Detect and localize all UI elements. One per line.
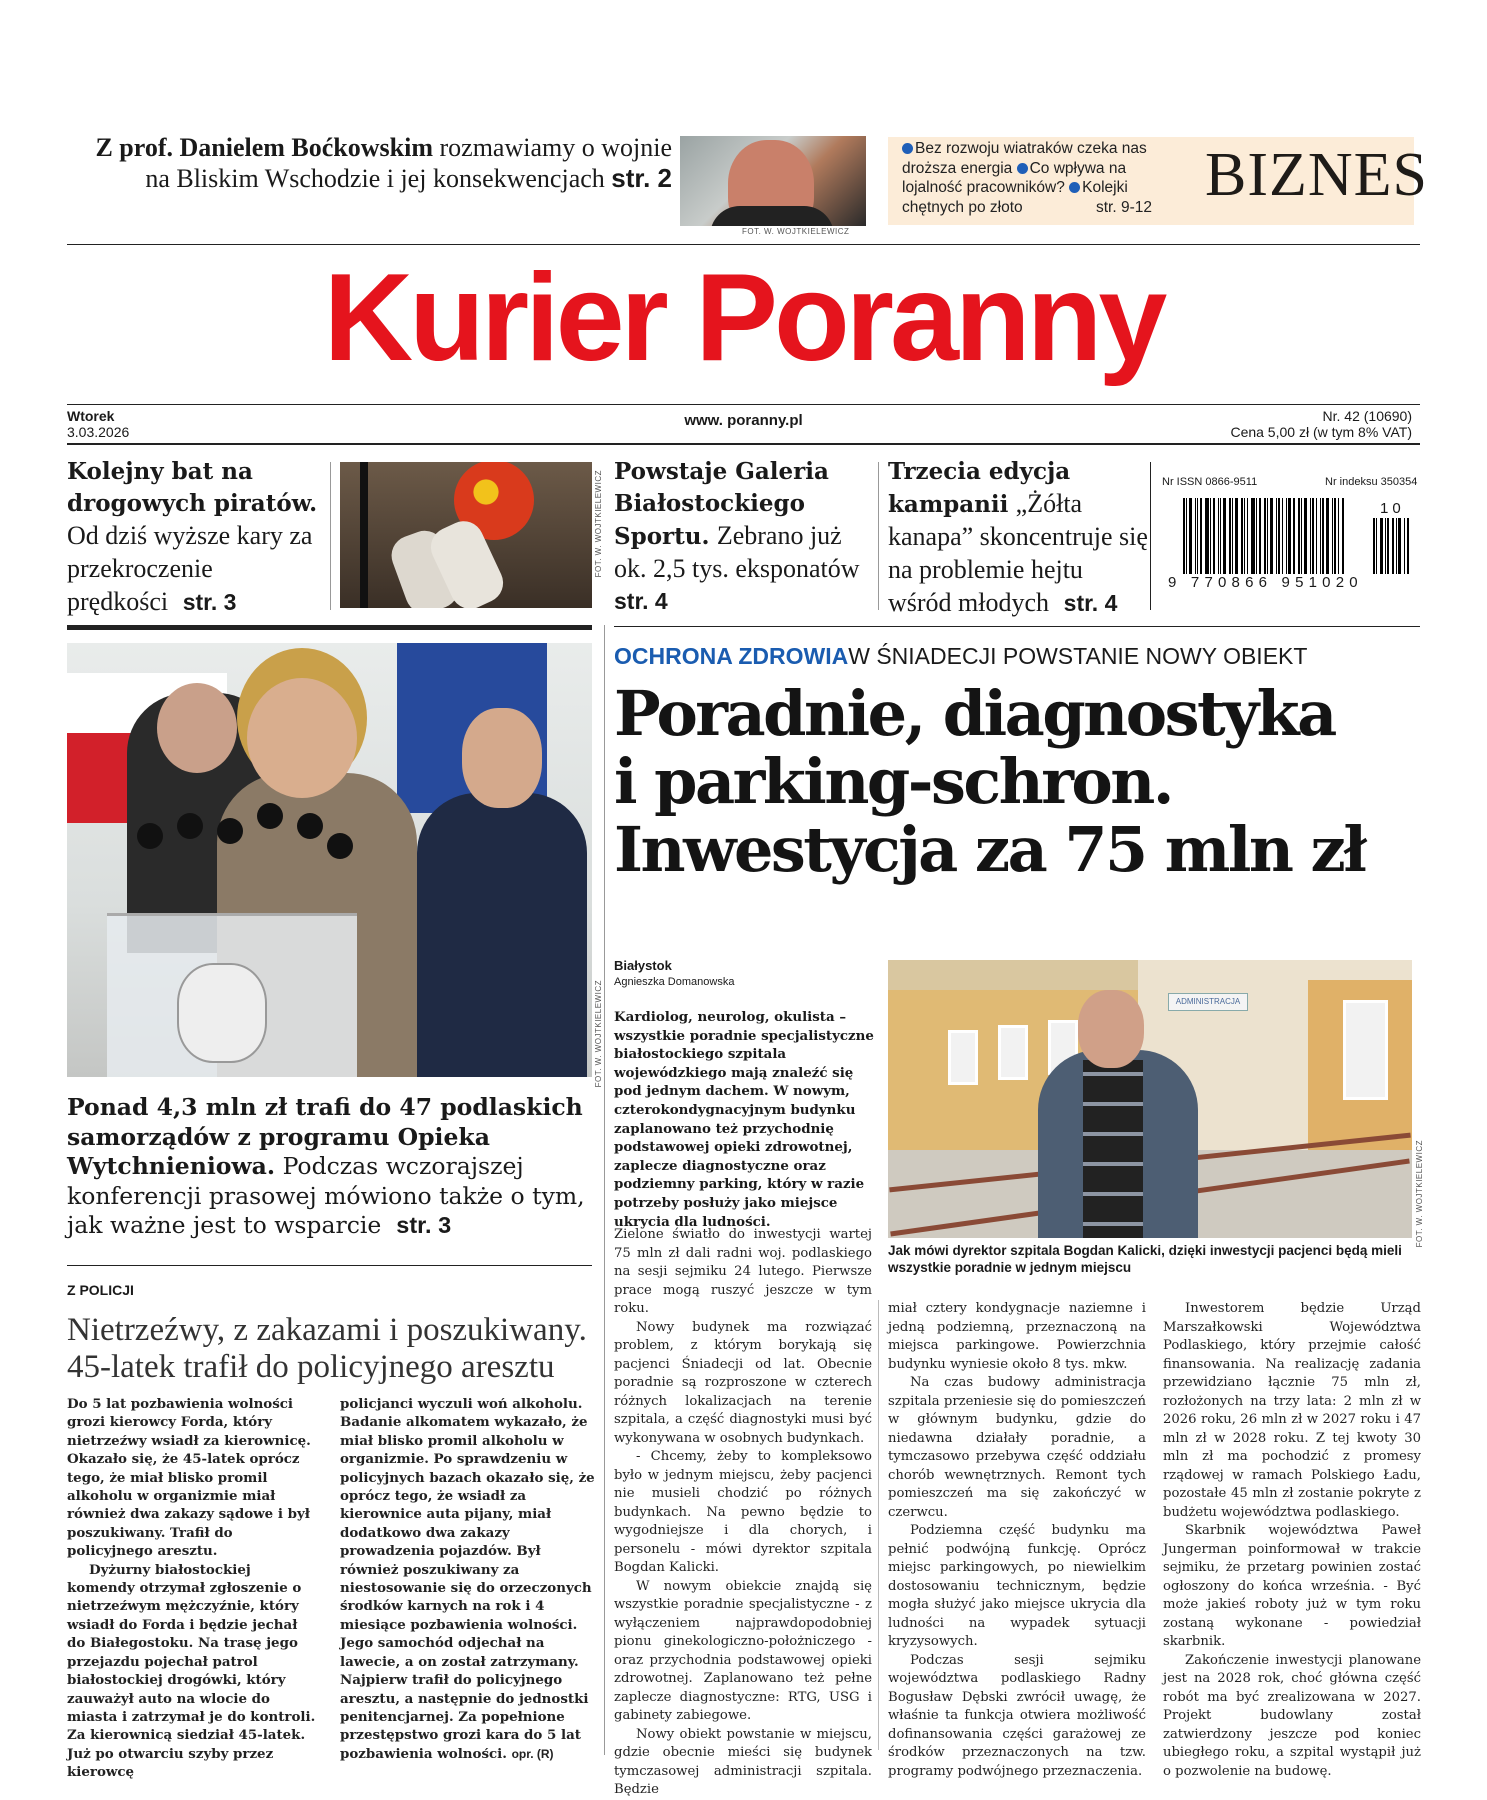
main-headline[interactable]	[614, 677, 1434, 886]
photo-credit: FOT. W. WOJTKIELEWICZ	[1415, 1140, 1424, 1248]
window	[1343, 1000, 1388, 1100]
barcode-addon-digits: 10	[1380, 500, 1405, 517]
teaser-text: „Żółta kanapa” skoncentruje się na problemie hejtu wśród młodych	[888, 489, 1148, 617]
teaser-interview-page: str. 2	[611, 163, 672, 193]
paragraph: miał cztery kondygnacje naziemne i jedną podziemną, przeznaczoną na miejsca parkingowe. Powierzchnia budynku wyniesie około 8 tys. mkw.	[888, 1301, 1146, 1372]
headline-line: Inwestycja za 75 mln zł	[614, 813, 1365, 886]
barcode-bar	[1320, 498, 1321, 574]
divider	[67, 244, 1420, 245]
barcode-bar	[1387, 518, 1389, 574]
barcode-bar	[1301, 498, 1302, 574]
paragraph: W nowym obiekcie znajdą się wszystkie poradnie specjalistyczne - z wyłączeniem najprawdopodobniej pionu ginekologiczno-położniczego - oraz przychodnia podstawowej opieki zdrowotnej. Zaplanowano też pełne zaplecze diagnostyczne: RTG, USG i gabinety zabiegowe.	[614, 1578, 872, 1723]
teaser-text: Od dziś wyższe kary za przekroczenie prędkości	[67, 521, 313, 616]
headline-line: Poradnie, diagnostyka	[614, 677, 1335, 750]
barcode-bar	[1286, 498, 1287, 574]
person-head	[157, 683, 237, 773]
barcode-bar	[1264, 498, 1266, 574]
teaser-interview-text: rozmawiamy o wojnie na Bliskim Wschodzie i jej konsekwencjach	[145, 133, 672, 193]
barcode-bar	[1276, 498, 1277, 574]
barcode-bar	[1385, 518, 1386, 574]
barcode-digits: 9 770866 951020	[1168, 574, 1363, 591]
microphone-icon	[327, 833, 353, 859]
paragraph: - Chcemy, żeby to kompleksowo było w jednym miejscu, żeby pacjenci nie musieli chodzić po różnych budynkach. Na pewno będzie to wygodniejsze i dla chorych, i personelu - mówi dyrektor szpitala Bogdan Kalicki.	[614, 1449, 872, 1575]
barcode-bar	[1195, 498, 1196, 574]
bullet-icon	[1017, 163, 1028, 174]
barcode-bar	[1220, 498, 1221, 574]
biznes-item: Co wpływa na lojalność pracowników?	[902, 159, 1127, 196]
newspaper-masthead: Kurier Poranny	[323, 249, 1164, 387]
eagle-emblem	[177, 963, 267, 1063]
bullet-icon	[1069, 182, 1080, 193]
barcode-bar	[1186, 498, 1187, 574]
barcode-bar	[1396, 518, 1397, 574]
microphone-icon	[217, 818, 243, 844]
police-headline[interactable]: Nietrzeźwy, z zakazami i poszukiwany. 45-latek trafił do policyjnego aresztu	[67, 1312, 587, 1385]
microphone-icon	[297, 813, 323, 839]
barcode-bar	[1200, 498, 1202, 574]
barcode-bar	[1334, 498, 1336, 574]
barcode-bar	[1282, 498, 1283, 574]
paragraph: Nowy budynek ma rozwiązać problem, z którym borykają się pacjenci Śniadecji od lat. Obecnie poradnie są rozproszone w czterech różnych lokalizacjach na terenie szpitala, a część diagnostyki musi być wykonywana w osobnych budynkach.	[614, 1319, 872, 1446]
person-head	[462, 708, 542, 808]
teaser-bold: Trzecia edycja kampanii	[888, 458, 1071, 518]
speaker-head	[247, 678, 357, 798]
paragraph: Podczas sesji sejmiku województwa podlaskiego Radny Bogusław Dębski zwrócił uwagę, że właśnie ta funkcja otwiera możliwość dofinansowania części garażowej ze środków przeznaczonych na tzw. programy podwójnego przeznaczenia.	[888, 1652, 1146, 1779]
barcode-bar	[1398, 518, 1401, 574]
main-column-2	[888, 1300, 1146, 1781]
barcode-bar	[1342, 498, 1344, 574]
barcode-bar	[1316, 498, 1317, 574]
barcode-bar	[1183, 498, 1185, 574]
barcode-bar	[1259, 498, 1261, 574]
paragraph: Nowy obiekt powstanie w miejscu, gdzie obecnie mieści się budynek tymczasowej administracji szpitala. Będzie	[614, 1726, 872, 1797]
barcode-bar	[1241, 498, 1243, 574]
press-story-text: Podczas wczorajszej konferencji prasowej mówiono także o tym, jak ważne jest to wsparcie	[67, 1152, 585, 1239]
barcode-bar	[1270, 498, 1273, 574]
divider	[1150, 462, 1151, 610]
barcode-bar	[1373, 518, 1375, 574]
issue-number: Nr. 42 (10690)	[1322, 408, 1412, 424]
section-label: OCHRONA ZDROWIA	[614, 643, 849, 669]
chair-leg	[360, 462, 368, 608]
signature: opr. (R)	[511, 1746, 554, 1761]
barcode-bar	[1210, 498, 1211, 574]
teaser-bold: Powstaje Galeria Białostockiego Sportu.	[614, 458, 829, 550]
scarf	[1083, 1060, 1143, 1238]
barcode-bar	[1310, 498, 1311, 574]
barcode-bar	[1338, 498, 1339, 574]
paragraph: Podziemna część budynku ma pełnić podwójną funkcję. Oprócz miejsc parkingowych, po niewielkim dostosowaniu technicznym, będzie mogła służyć jako miejsce ukrycia dla ludności na wypadek sytuacji kryzysowych.	[888, 1523, 1146, 1649]
window	[948, 1030, 978, 1085]
kicker-text: W ŚNIADECJI POWSTANIE NOWY OBIEKT	[848, 643, 1308, 669]
divider	[67, 404, 1420, 405]
author: Agnieszka Domanowska	[614, 976, 735, 988]
divider	[67, 1265, 592, 1266]
photo-caption: Jak mówi dyrektor szpitala Bogdan Kalicki, dzięki inwestycji pacjenci będą mieli wszystkie poradnie w jednym miejscu	[888, 1243, 1402, 1275]
teaser-interview[interactable]	[72, 132, 672, 194]
barcode-bar	[1312, 498, 1314, 574]
website-link[interactable]: www. poranny.pl	[684, 412, 803, 429]
barcode-bar	[1213, 498, 1215, 574]
interview-portrait-photo	[680, 136, 866, 226]
barcode-addon	[1373, 518, 1418, 574]
biznes-item: Kolejki chętnych po złoto	[902, 179, 1128, 216]
divider	[878, 462, 879, 610]
microphone-icon	[257, 803, 283, 829]
barcode-bar	[1304, 498, 1307, 574]
barcode-bar	[1235, 498, 1238, 574]
barcode-bar	[1278, 498, 1280, 574]
barcode-bar	[1218, 498, 1219, 574]
barcode-bar	[1189, 498, 1192, 574]
paragraph: Na czas budowy administracja szpitala przeniesie się do pomieszczeń w głównym budynku, gdzie do niedawna działały poradnie, a tymczasowo przebywa część oddziału chorób wewnętrznych. Remont tych pomieszczeń ma się zakończyć w czerwcu.	[888, 1375, 1146, 1520]
teaser-text: Zebrano już ok. 2,5 tys. eksponatów	[614, 521, 860, 583]
barcode-bar	[1205, 498, 1209, 574]
window	[998, 1025, 1028, 1080]
divider	[67, 443, 1420, 445]
barcode-bar	[1247, 498, 1248, 574]
paragraph: Zakończenie inwestycji planowane jest na 2028 rok, choć główna część robót ma być zrealizowana w 2027. Projekt budowlany został zatwierdzony jeszcze pod koniec ubiegłego roku, a szpital wystąpił już o pozwolenie na budowę.	[1163, 1652, 1421, 1779]
police-kicker: Z POLICJI	[67, 1282, 134, 1298]
biznes-page: str. 9-12	[1096, 198, 1152, 216]
teaser-page: str. 3	[182, 589, 237, 615]
bullet-icon	[902, 143, 913, 154]
main-kicker	[614, 643, 1307, 670]
issn-number: Nr ISSN 0866-9511	[1162, 476, 1258, 488]
barcode-bar	[1267, 498, 1268, 574]
photo-credit: FOT. W. WOJTKIELEWICZ	[594, 980, 603, 1088]
dateline-city: Białystok	[614, 958, 672, 973]
lead-paragraph: Kardiolog, neurolog, okulista – wszystkie poradnie specjalistyczne białostockiego szpitala wojewódzkiego mają znaleźć się pod jednym dachem. W nowym, czterokondygnacyjnym budynku zaplanowano też przychodnię podstawowej opieki zdrowotnej, zaplecze diagnostyczne oraz podziemny parking, który w razie potrzeby posłuży jako miejsce ukrycia dla ludności.	[614, 1009, 874, 1230]
photo-credit: FOT. W. WOJTKIELEWICZ	[594, 470, 603, 578]
barcode-bar	[1232, 498, 1233, 574]
barcode-bar	[1404, 518, 1405, 574]
press-conference-photo	[67, 643, 592, 1077]
barcode-bar	[1293, 498, 1295, 574]
main-column-1	[614, 1226, 872, 1800]
teaser-interview-bold: Z prof. Danielem Boćkowskim	[95, 133, 433, 162]
paragraph: Do 5 lat pozbawienia wolności grozi kierowcy Forda, który nietrzeźwy wsiadł za kierownicę. Okazało się, że 45-latek oprócz tego, że miał blisko promil alkoholu w organizmie miał również dwa zakazy sądowe i był poszukiwany. Trafił do policyjnego aresztu.	[67, 1396, 311, 1560]
police-column-2	[340, 1395, 595, 1763]
paragraph: Zielone światło do inwestycji wartej 75 mln zł dali radni woj. podlaskiego na sesji sejmiku 24 lutego. Pierwsze prace mogą ruszyć jeszcze w tym roku.	[614, 1227, 872, 1316]
barcode-bar	[1251, 498, 1255, 574]
barcode-bar	[1229, 498, 1231, 574]
paragraph: policjanci wyczuli woń alkoholu. Badanie alkomatem wykazało, że miał blisko promil alkoholu w organizmie. Po sprawdzeniu w policyjnych bazach okazało się, że oprócz tego, że wsiadł za kierownice auta pijany, miał dodatkowo dwa zakazy prowadzenia pojazdów. Był również poszukiwany za niestosowanie się do orzeczonych środków karnych na rok i 4 miesiące pozbawienia wolności. Jego samochód odjechał na lawecie, a on został zatrzymany. Najpierw trafił do policyjnego aresztu, a następnie do jednostki penitencjarnej. Za popełnione przestępstwo grozi kara do 5 lat pozbawienia wolności.	[340, 1396, 595, 1762]
paragraph: Inwestorem będzie Urząd Marszałkowski Województwa Podlaskiego, który przejmie całość finansowania. Na realizację zadania przewidziano łącznie 75 mln zł, rozłożonych na trzy lata: 2 mln zł w 2026 roku, 26 mln zł w 2027 roku i 47 mln zł w 2028 roku. Z tej kwoty 30 mln zł ma pochodzić z promesy rządowej w ramach Polskiego Ładu, pozostałe 45 mln zł zostanie pokryte z budżetu województwa podlaskiego.	[1163, 1301, 1421, 1520]
barcode-bar	[1223, 498, 1226, 574]
column-divider	[878, 1300, 879, 1750]
barcode-bar	[1380, 518, 1383, 574]
press-story-page: str. 3	[396, 1212, 452, 1238]
biznes-section-title: BIZNES	[1205, 141, 1428, 209]
teaser-yellow-sofa[interactable]	[888, 456, 1148, 620]
date: 3.03.2026	[67, 424, 130, 440]
teaser-page: str. 4	[1063, 590, 1118, 616]
main-column-3	[1163, 1300, 1421, 1781]
biznes-teaser-text	[902, 139, 1152, 217]
barcode-bar	[1256, 498, 1257, 574]
portrait-shirt	[710, 206, 834, 226]
person-head	[1078, 990, 1144, 1068]
column-divider	[604, 625, 605, 1755]
administration-sign: ADMINISTRACJA	[1168, 993, 1248, 1011]
barcode-bar	[1376, 518, 1377, 574]
divider	[614, 626, 1420, 627]
paragraph: Dyżurny białostockiej komendy otrzymał zgłoszenie o nietrzeźwym mężczyźnie, który wsiadł do Forda i będzie jechał do Białegostoku. Na trasę jego przejazdu pojechał patrol białostockiej drogówki, który zauważył auto na wlocie do miasta i zatrzymał je do kontroli. Za kierownicą siedział 45-latek. Już po otwarciu szyby przez kierowcę	[67, 1561, 316, 1781]
photo-credit: FOT. W. WOJTKIELEWICZ	[742, 227, 850, 236]
barcode-bar	[1197, 498, 1198, 574]
barcode	[1183, 498, 1353, 574]
teaser-bold: Kolejny bat na drogowych piratów.	[67, 458, 318, 517]
person	[417, 793, 587, 1077]
barcode-bar	[1392, 518, 1394, 574]
issue-info	[1230, 408, 1412, 440]
teaser-sport-gallery[interactable]	[614, 456, 874, 618]
price: Cena 5,00 zł (w tym 8% VAT)	[1230, 424, 1412, 440]
index-number: Nr indeksu 350354	[1325, 476, 1418, 488]
biznes-item: Bez rozwoju wiatraków czeka nas droższa energia	[902, 140, 1147, 177]
press-story-bold: Ponad 4,3 mln zł trafi do 47 podlaskich samorządów z programu Opieka Wytchnieniowa.	[67, 1093, 583, 1180]
barcode-bar	[1407, 518, 1409, 574]
microphone-icon	[177, 813, 203, 839]
barcode-bar	[1244, 498, 1245, 574]
thick-divider	[67, 625, 592, 630]
police-column-1	[67, 1395, 317, 1782]
barcode-bar	[1326, 498, 1329, 574]
teaser-page: str. 4	[614, 588, 668, 614]
sport-gallery-photo	[340, 462, 592, 608]
barcode-bar	[1298, 498, 1300, 574]
barcode-bar	[1322, 498, 1324, 574]
weekday: Wtorek	[67, 408, 115, 424]
headline-line: i parking-schron.	[614, 745, 1172, 818]
barcode-bar	[1332, 498, 1333, 574]
hospital-director-photo	[888, 960, 1412, 1238]
press-story-teaser[interactable]	[67, 1093, 607, 1241]
divider	[330, 462, 331, 610]
teaser-speeding[interactable]	[67, 456, 327, 619]
microphone-icon	[137, 823, 163, 849]
paragraph: Skarbnik województwa Paweł Jungerman poinformował w trakcie sejmiku, że przetarg powinien zostać ogłoszony do końca września. - Być może jakieś roboty już w tym roku zostaną wykonane - powiedział skarbnik.	[1163, 1523, 1421, 1649]
barcode-bar	[1288, 498, 1291, 574]
